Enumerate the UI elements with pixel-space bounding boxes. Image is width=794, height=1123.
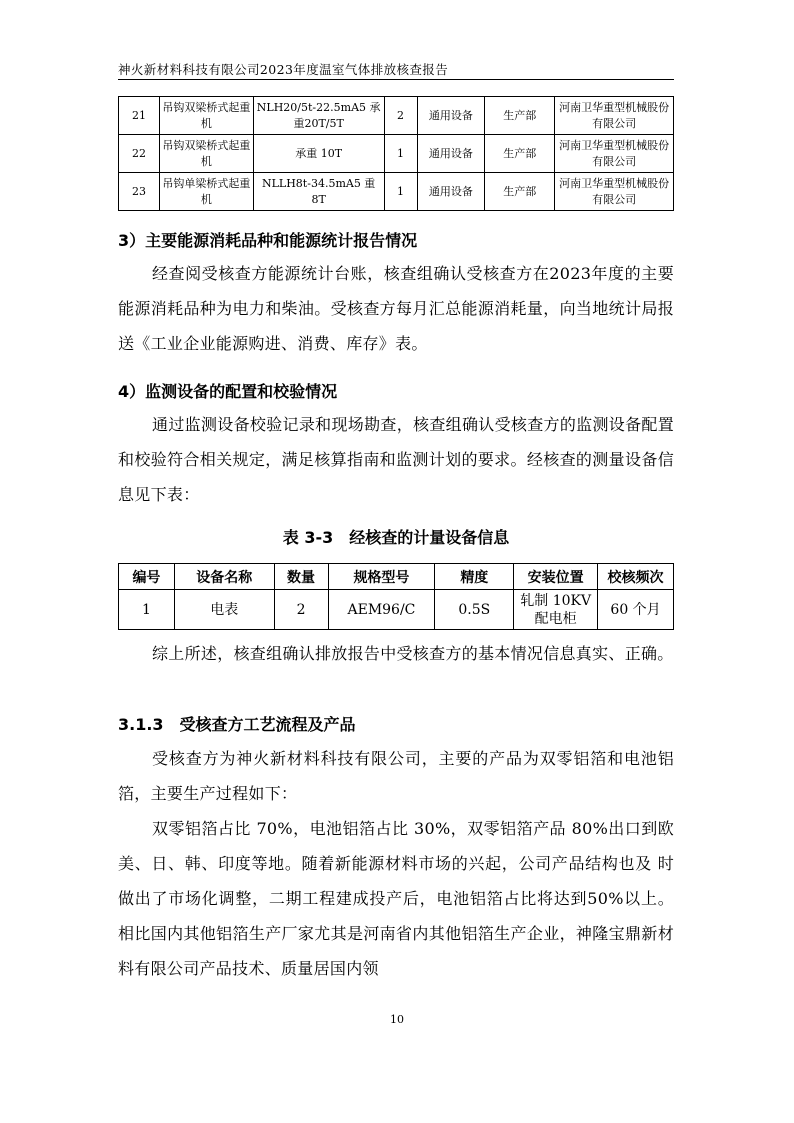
column-header: 校核频次 bbox=[598, 564, 674, 590]
paragraph-process-intro: 受核查方为神火新材料科技有限公司，主要的产品为双零铝箔和电池铝箔，主要生产过程如下： bbox=[118, 749, 674, 803]
table-cell: 吊钩双梁桥式起重机 bbox=[159, 97, 253, 135]
column-header: 安装位置 bbox=[514, 564, 598, 590]
column-header: 编号 bbox=[119, 564, 175, 590]
section-heading-monitoring: 4）监测设备的配置和校验情况 bbox=[118, 382, 338, 401]
table-cell: 60 个月 bbox=[598, 590, 674, 630]
table-cell: 吊钩双梁桥式起重机 bbox=[159, 135, 253, 173]
table-cell: 23 bbox=[119, 173, 160, 211]
table-cell: 22 bbox=[119, 135, 160, 173]
page-header: 神火新材料科技有限公司2023年度温室气体排放核查报告 bbox=[118, 62, 449, 77]
header-rule bbox=[118, 79, 674, 80]
table-cell: 2 bbox=[274, 590, 328, 630]
table-cell: 电表 bbox=[174, 590, 274, 630]
table-row bbox=[119, 173, 674, 211]
column-header: 数量 bbox=[274, 564, 328, 590]
column-header: 精度 bbox=[435, 564, 514, 590]
meter-table bbox=[118, 563, 674, 630]
table-caption: 表 3-3 经核查的计量设备信息 bbox=[282, 528, 510, 547]
table-row bbox=[119, 135, 674, 173]
table-cell: 2 bbox=[384, 97, 417, 135]
table-cell: 承重 10T bbox=[253, 135, 384, 173]
table-cell: 1 bbox=[384, 173, 417, 211]
page-number: 10 bbox=[390, 1013, 404, 1026]
table-row bbox=[119, 97, 674, 135]
paragraph-summary: 综上所述，核查组确认排放报告中受核查方的基本情况信息真实、正确。 bbox=[152, 644, 674, 663]
section-heading-process: 3.1.3 受核查方工艺流程及产品 bbox=[118, 715, 356, 734]
paragraph-monitoring: 通过监测设备校验记录和现场勘查，核查组确认受核查方的监测设备配置和校验符合相关规定，满足核算指南和监测计划的要求。经核查的测量设备信息见下表： bbox=[118, 415, 674, 504]
section-heading-energy: 3）主要能源消耗品种和能源统计报告情况 bbox=[118, 231, 418, 250]
table-cell: 0.5S bbox=[435, 590, 514, 630]
paragraph-energy: 经查阅受核查方能源统计台账，核查组确认受核查方在2023年度的主要能源消耗品种为电力和柴油。受核查方每月汇总能源消耗量，向当地统计局报送《工业企业能源购进、消费、库存》表。 bbox=[118, 264, 674, 353]
table-cell: 通用设备 bbox=[417, 97, 485, 135]
equipment-table bbox=[118, 96, 674, 211]
table-cell: 1 bbox=[384, 135, 417, 173]
table-cell: 生产部 bbox=[485, 173, 555, 211]
table-cell: 生产部 bbox=[485, 97, 555, 135]
table-cell: 河南卫华重型机械股份有限公司 bbox=[555, 97, 674, 135]
table-cell: 通用设备 bbox=[417, 173, 485, 211]
table-cell: 轧制 10KV 配电柜 bbox=[514, 590, 598, 630]
table-cell: AEM96/C bbox=[328, 590, 435, 630]
table-cell: 生产部 bbox=[485, 135, 555, 173]
table-cell: 河南卫华重型机械股份有限公司 bbox=[555, 173, 674, 211]
table-row bbox=[119, 590, 674, 630]
table-cell: NLH20/5t-22.5mA5 承重20T/5T bbox=[253, 97, 384, 135]
table-cell: NLLH8t-34.5mA5 重 8T bbox=[253, 173, 384, 211]
table-cell: 河南卫华重型机械股份有限公司 bbox=[555, 135, 674, 173]
table-cell: 1 bbox=[119, 590, 175, 630]
table-cell: 通用设备 bbox=[417, 135, 485, 173]
table-header-row bbox=[119, 564, 674, 590]
paragraph-process-detail: 双零铝箔占比 70%，电池铝箔占比 30%，双零铝箔产品 80%出口到欧美、日、韩、印度等地。随着新能源材料市场的兴起，公司产品结构也及 时做出了市场化调整，二期工程建成投产后，电池铝箔占比将达到50%以上。相比国内其他铝箔生产厂家尤其是河南省内其他铝箔生产企业，神隆宝鼎新材料有限公司产品技术、质量居国内领 bbox=[118, 819, 674, 978]
table-cell: 21 bbox=[119, 97, 160, 135]
column-header: 设备名称 bbox=[174, 564, 274, 590]
column-header: 规格型号 bbox=[328, 564, 435, 590]
table-cell: 吊钩单梁桥式起重机 bbox=[159, 173, 253, 211]
